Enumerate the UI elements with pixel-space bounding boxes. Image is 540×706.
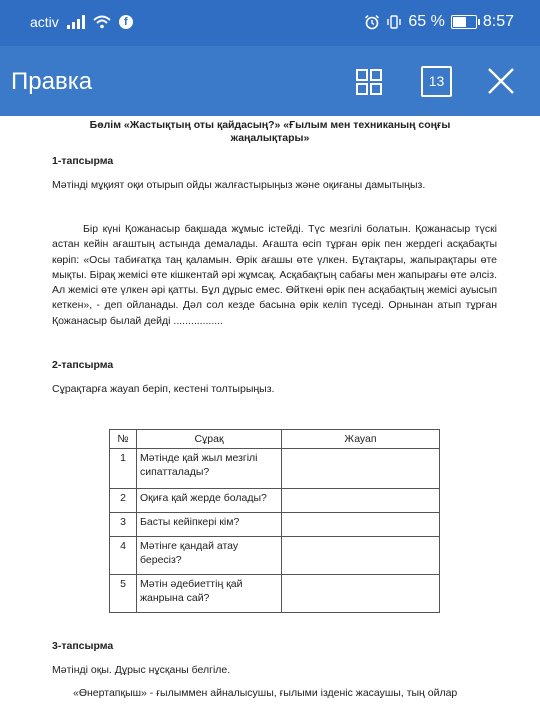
table-row	[110, 537, 440, 575]
row-question: Басты кейіпкері кім?	[137, 513, 282, 537]
task3-instruction: Мәтінді оқы. Дұрыс нұсқаны белгіле.	[52, 664, 231, 676]
facebook-icon: f	[119, 15, 133, 29]
battery-icon	[451, 15, 477, 29]
close-icon[interactable]	[486, 66, 516, 96]
task1-paragraph: Бір күні Қожанасыр бақшада жұмыс істейді. Түс мезгілі болатын. Қожанасыр түскі астан кейін ағаштың астында демалады. Ағашта өсіп тұрған өрік пен жердегі асқабақты көріп: «Осы табиғатқа таң қаламын. Өрік ағашы өте үлкен. Бұтақтары, жапырақтары өте мықты. Бірақ жемісі өте кішкентай әрі жұмсақ. Асқабақтың сабағы мен жапырағы өте әлсіз. Ал жемісі өте үлкен әрі қатты. Бұл дұрыс емес. Өйткені өрік пен асқабақтың жемісі ауысып кеткен», - деп ойланады. Дәл сол кезде басына өрік келіп түседі. Орнынан атып тұрған Қожанасыр былай дейді .................	[52, 223, 497, 327]
row-num: 3	[110, 513, 137, 537]
status-left	[30, 14, 133, 30]
questions-table	[109, 429, 440, 613]
task2-heading: 2-тапсырма	[52, 359, 114, 371]
row-answer	[282, 449, 440, 489]
app-bar	[0, 46, 540, 116]
section-title-line1: Бөлім «Жастықтың оты қайдасың?» «Ғылым мен техниканың соңғы	[89, 119, 451, 131]
app-title: Правка	[11, 68, 93, 95]
page-count-button[interactable]: 13	[421, 66, 452, 97]
signal-icon	[67, 15, 85, 29]
task1-instruction: Мәтінді мұқият оқи отырып ойды жалғастырыңыз және оқиғаны дамытыңыз.	[52, 179, 426, 191]
status-right	[364, 13, 514, 31]
row-question: Мәтін әдебиеттің қай жанрына сай?	[137, 575, 282, 613]
row-answer	[282, 489, 440, 513]
grid-icon[interactable]	[355, 68, 383, 96]
task3-heading: 3-тапсырма	[52, 640, 114, 652]
table-header-row	[110, 430, 440, 449]
table-row	[110, 449, 440, 489]
carrier-label: activ	[30, 14, 59, 30]
header-num: №	[110, 430, 137, 449]
table-row	[110, 513, 440, 537]
row-num: 5	[110, 575, 137, 613]
vibrate-icon	[386, 14, 402, 30]
battery-fill	[453, 17, 466, 27]
section-title	[70, 119, 470, 145]
status-bar	[0, 0, 540, 46]
row-answer	[282, 575, 440, 613]
table-row	[110, 575, 440, 613]
row-num: 4	[110, 537, 137, 575]
task2-instruction: Сұрақтарға жауап беріп, кестені толтырыңыз.	[52, 383, 275, 395]
clock: 8:57	[482, 13, 514, 30]
row-question: Оқиға қай жерде болады?	[137, 489, 282, 513]
alarm-icon	[364, 14, 380, 30]
document-page	[0, 116, 540, 706]
row-question: Мәтінге қандай атау бересіз?	[137, 537, 282, 575]
header-question: Сұрақ	[137, 430, 282, 449]
task1-heading: 1-тапсырма	[52, 155, 114, 167]
row-question: Мәтінде қай жыл мезгілі сипатталады?	[137, 449, 282, 489]
battery-percent: 65 %	[408, 13, 445, 30]
table-row	[110, 489, 440, 513]
task3-paragraph: «Өнертапқыш» - ғылыммен айналысушы, ғылыми ізденіс жасаушы, тың ойлар	[73, 687, 458, 699]
section-title-line2: жаңалықтары»	[230, 132, 310, 144]
row-num: 2	[110, 489, 137, 513]
row-num: 1	[110, 449, 137, 489]
row-answer	[282, 537, 440, 575]
row-answer	[282, 513, 440, 537]
wifi-icon	[93, 15, 111, 29]
header-answer: Жауап	[282, 430, 440, 449]
